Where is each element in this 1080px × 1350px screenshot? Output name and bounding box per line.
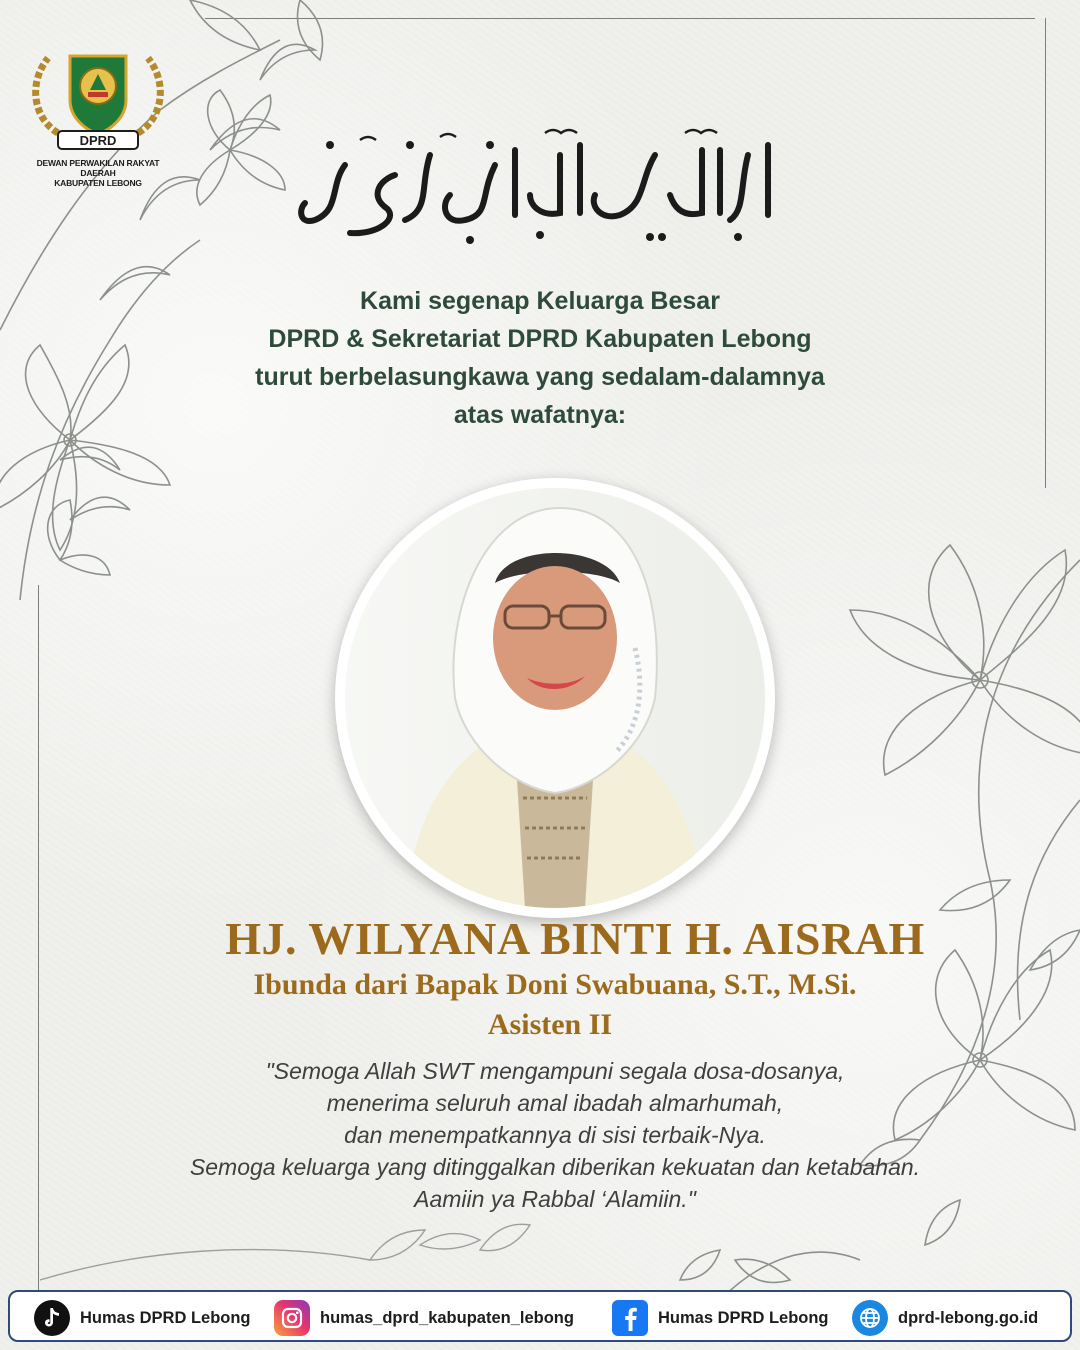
frame-line-top xyxy=(205,18,1035,19)
instagram-icon xyxy=(274,1300,310,1336)
facebook-icon xyxy=(612,1300,648,1336)
tiktok-icon xyxy=(34,1300,70,1336)
globe-icon xyxy=(852,1300,888,1336)
prayer-line2: menerima seluruh amal ibadah almarhumah, xyxy=(326,1090,784,1116)
prayer-text xyxy=(110,1055,1000,1215)
logo-caption-line1: DEWAN PERWAKILAN RAKYAT DAERAH xyxy=(36,158,160,178)
social-footer xyxy=(8,1290,1072,1342)
prayer-line3: dan menempatkannya di sisi terbaik-Nya. xyxy=(344,1122,766,1148)
logo-caption-line2: KABUPATEN LEBONG xyxy=(54,178,142,188)
relative-position: Asisten II xyxy=(487,1008,613,1041)
instagram-link[interactable] xyxy=(274,1300,574,1336)
portrait-photo xyxy=(345,488,765,908)
tiktok-label: Humas DPRD Lebong xyxy=(80,1308,251,1327)
instagram-label: humas_dprd_kabupaten_lebong xyxy=(320,1308,574,1327)
deceased-relation: Ibunda dari Bapak Doni Swabuana, S.T., M.Si. xyxy=(253,968,857,1001)
website-label: dprd-lebong.go.id xyxy=(898,1308,1039,1327)
intro-line2: DPRD & Sekretariat DPRD Kabupaten Lebong xyxy=(268,325,812,353)
intro-line4: atas wafatnya: xyxy=(453,401,627,429)
intro-line3: turut berbelasungkawa yang sedalam-dalamnya xyxy=(255,363,825,391)
tiktok-link[interactable] xyxy=(34,1300,251,1336)
arabic-calligraphy xyxy=(290,125,790,255)
website-link[interactable] xyxy=(852,1300,1038,1336)
condolence-intro xyxy=(140,282,940,434)
prayer-line4: Semoga keluarga yang ditinggalkan diberikan kekuatan dan ketabahan. xyxy=(189,1154,921,1180)
facebook-link[interactable] xyxy=(612,1300,829,1336)
logo-caption xyxy=(18,158,178,188)
deceased-name: HJ. WILYANA BINTI H. AISRAH xyxy=(225,913,925,964)
prayer-line5: Aamiin ya Rabbal ‘Alamiin." xyxy=(414,1186,696,1212)
prayer-line1: "Semoga Allah SWT mengampuni segala dosa-dosanya, xyxy=(265,1058,845,1084)
intro-line1: Kami segenap Keluarga Besar xyxy=(360,287,720,315)
dprd-logo xyxy=(18,38,178,188)
frame-line-left xyxy=(38,585,39,1305)
logo-badge-text: DPRD xyxy=(79,133,117,148)
frame-line-right xyxy=(1045,18,1046,488)
facebook-label: Humas DPRD Lebong xyxy=(658,1308,829,1327)
